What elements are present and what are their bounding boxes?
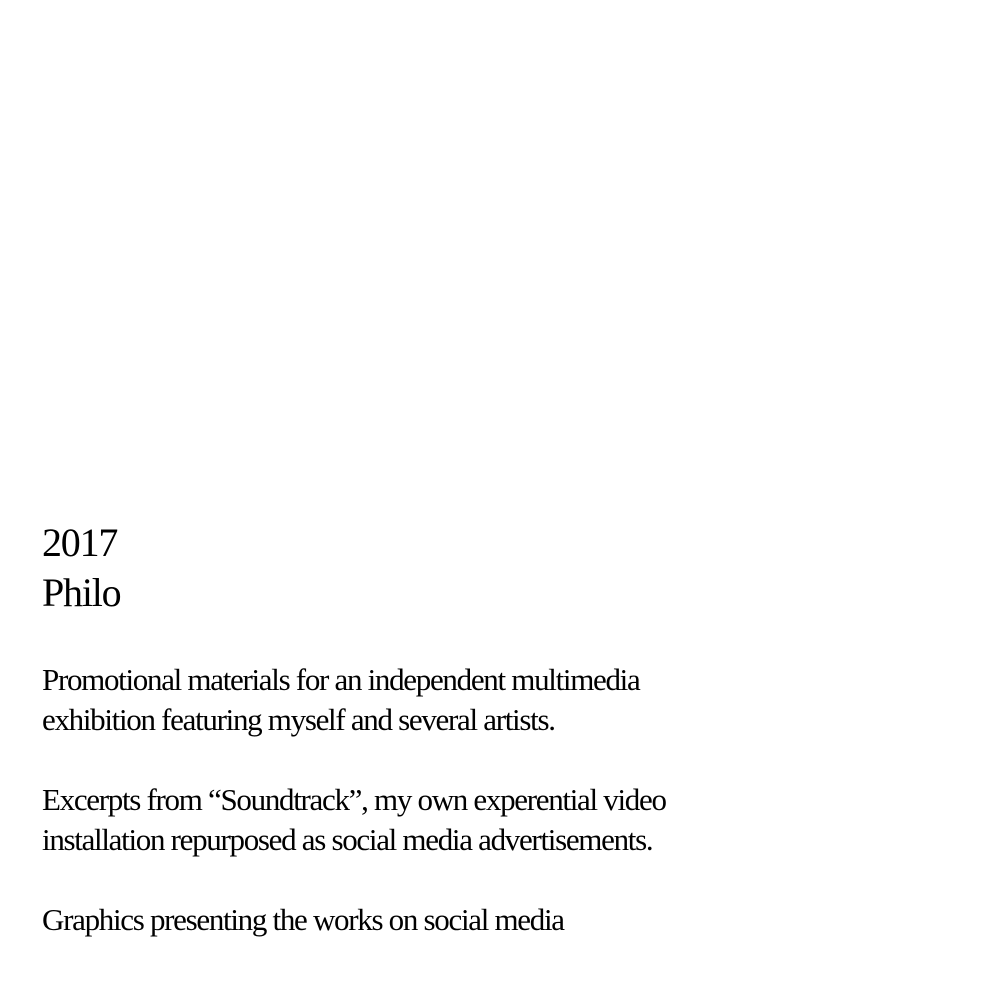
project-title: Philo <box>42 570 121 615</box>
description-paragraph-1 <box>42 660 942 740</box>
description-paragraph-1-line-2: exhibition featuring myself and several artists. <box>42 702 555 737</box>
description-paragraph-3-line-1: Graphics presenting the works on social media <box>42 902 564 937</box>
project-header <box>42 518 120 618</box>
description-paragraph-1-line-1: Promotional materials for an independent multimedia <box>42 662 640 697</box>
description-paragraph-2-line-2: installation repurposed as social media advertisements. <box>42 822 653 857</box>
description-paragraph-3 <box>42 900 942 940</box>
description-paragraph-2-line-1: Excerpts from “Soundtrack”, my own experential video <box>42 782 666 817</box>
project-year: 2017 <box>42 520 118 565</box>
description-paragraph-2 <box>42 780 942 860</box>
project-description <box>42 660 942 940</box>
